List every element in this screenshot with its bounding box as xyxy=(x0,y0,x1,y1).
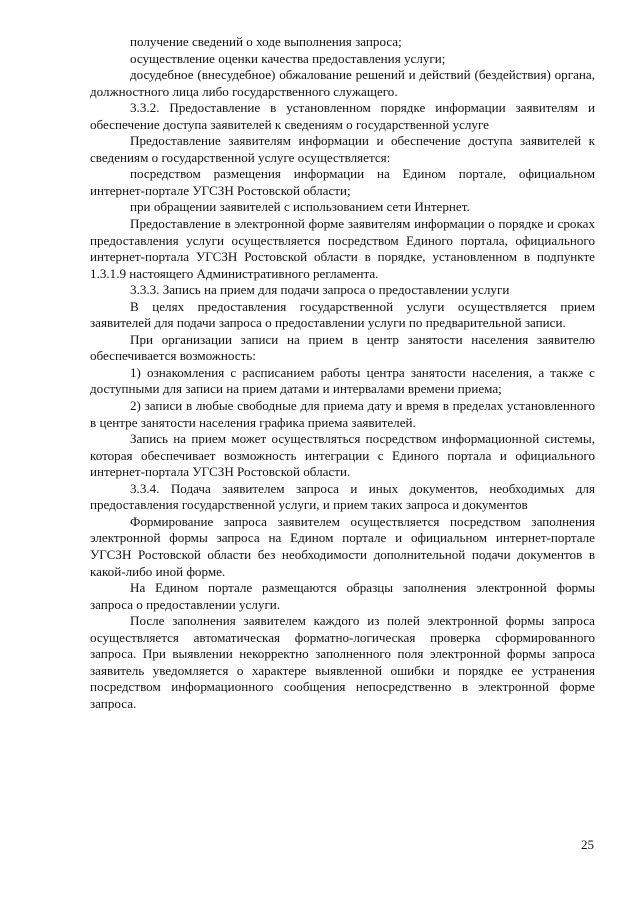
paragraph-11: При организации записи на прием в центр занятости населения заявителю обеспечивается возможность: xyxy=(90,331,595,364)
paragraph-2: осуществление оценки качества предоставления услуги; xyxy=(130,50,446,66)
paragraph-5: Предоставление заявителям информации и обеспечение доступа заявителей к сведениям о государственной услуге осуществляется: xyxy=(90,133,595,165)
section-heading-3-3-4: 3.3.4. Подача заявителем запроса и иных документов, необходимых для предоставления государственной услуги, и прием таких запроса и документов xyxy=(90,480,595,513)
paragraph-7: при обращении заявителей с использованием сети Интернет. xyxy=(130,199,470,215)
list-item-2: 2) записи в любые свободные для приема дату и время в пределах установленного в центре занятости населения графика приема заявителей. xyxy=(90,398,595,430)
paragraph-8: Предоставление в электронной форме заявителям информации о порядке и сроках предоставления услуги осуществляется посредством Единого портала, официального интернет-портала УГСЗН Ростовской области в порядке, установленном в подпункте 1.3.1.9 настоящего Административного регламента. xyxy=(90,216,595,281)
page-number: 25 xyxy=(581,837,594,852)
paragraph-17: На Едином портале размещаются образцы заполнения электронной формы запроса о предоставлении услуги. xyxy=(90,580,595,612)
document-body xyxy=(90,34,595,712)
paragraph-18: После заполнения заявителем каждого из полей электронной формы запроса осуществляется автоматическая форматно-логическая проверка сформированного запроса. При выявлении некорректно заполненного поля электронной формы запроса заявитель уведомляется о характере выявленной ошибки и порядке ее устранения посредством информационного сообщения непосредственно в электронной форме запроса. xyxy=(90,613,595,711)
paragraph-16: Формирование запроса заявителем осуществляется посредством заполнения электронной формы запроса на Едином портале и официальном интернет-портале УГСЗН Ростовской области без необходимости дополнительной подачи документов в какой-либо иной форме. xyxy=(90,513,595,579)
paragraph-3: досудебное (внесудебное) обжалование решений и действий (бездействия) органа, должностного лица либо государственного служащего. xyxy=(90,67,595,99)
paragraph-14: Запись на прием может осуществляться посредством информационной системы, которая обеспечивает возможность интеграции с Единого портала и официального интернет-портала УГСЗН Ростовской области. xyxy=(90,431,595,480)
paragraph-10: В целях предоставления государственной услуги осуществляется прием заявителей для подачи запроса о предоставлении услуги по предварительной записи. xyxy=(90,298,595,331)
list-item-1: 1) ознакомления с расписанием работы центра занятости населения, а также с доступными для записи на прием датами и интервалами времени приема; xyxy=(90,364,595,397)
paragraph-1: получение сведений о ходе выполнения запроса; xyxy=(130,34,402,49)
section-heading-3-3-3: 3.3.3. Запись на прием для подачи запроса о предоставлении услуги xyxy=(130,282,510,298)
section-heading-3-3-2: 3.3.2. Предоставление в установленном порядке информации заявителям и обеспечение доступа заявителей к сведениям о государственной услуге xyxy=(90,100,595,132)
paragraph-6: посредством размещения информации на Едином портале, официальном интернет-портале УГСЗН Ростовской области; xyxy=(90,166,595,198)
